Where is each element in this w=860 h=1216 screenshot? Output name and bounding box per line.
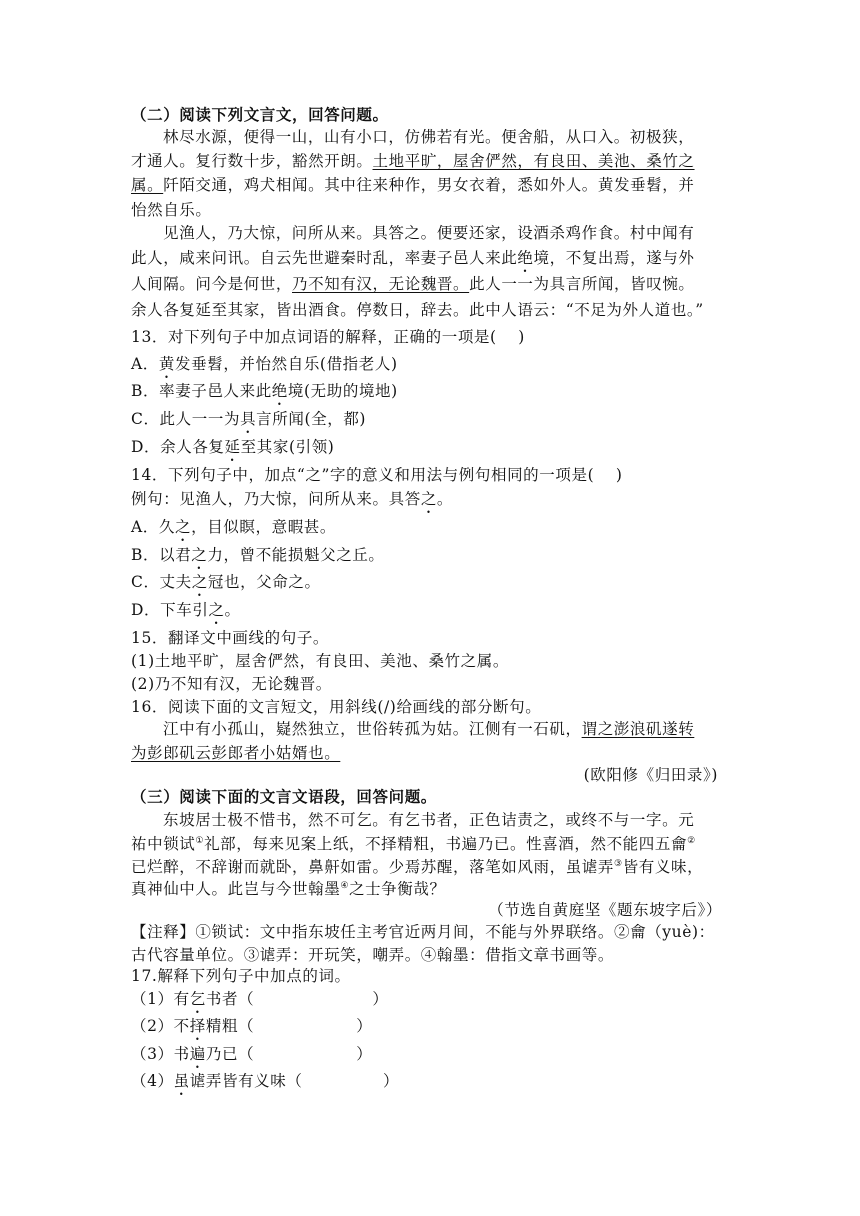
source-citation: (欧阳修《归田录》) bbox=[583, 766, 718, 784]
dotted-char: 延 bbox=[224, 438, 241, 456]
text: 祐中锁试 bbox=[131, 835, 196, 853]
text: 力，曾不能损魁父之丘。 bbox=[207, 546, 385, 564]
text: A．久 bbox=[131, 518, 175, 536]
text: 乃已（ ） bbox=[205, 1045, 373, 1063]
question-stem: 14．下列句子中，加点“之”字的意义和用法与例句相同的一项是( ) bbox=[131, 466, 623, 484]
text: 至其家(引领) bbox=[240, 438, 335, 456]
text: 境，不复出焉，遂与外 bbox=[533, 249, 695, 267]
footnote-mark: ③ bbox=[614, 859, 623, 869]
text: 皆有义味， bbox=[622, 858, 704, 876]
passage-line: 怡然自乐。 bbox=[131, 201, 212, 219]
text: 江中有小孤山，嶷然独立，世俗转孤为姑。江侧有一石矶， bbox=[163, 720, 582, 738]
text: 人间隔。问今是何世， bbox=[131, 275, 293, 293]
underlined-text: 乃不知有汉，无论魏晋。 bbox=[292, 275, 470, 293]
passage-line bbox=[131, 856, 703, 878]
question-stem: 13．对下列句子中加点词语的解释，正确的一项是( ) bbox=[131, 328, 525, 346]
dotted-char: 之 bbox=[191, 546, 208, 564]
fill-in-item-2 bbox=[131, 1015, 372, 1044]
passage-line bbox=[131, 878, 446, 900]
text: 书者（ ） bbox=[205, 990, 389, 1008]
dotted-char: 之 bbox=[175, 518, 192, 536]
text: A． bbox=[131, 355, 159, 373]
text: 。 bbox=[224, 601, 241, 619]
sentence-2: (2)乃不知有汉，无论魏晋。 bbox=[131, 675, 332, 693]
passage-line: 见渔人，乃大惊，问所从来。具答之。便要还家，设酒杀鸡作食。村中闻有 bbox=[163, 224, 695, 242]
text: ，目似瞑，意暇甚。 bbox=[191, 518, 337, 536]
passage-line bbox=[131, 273, 695, 295]
source-citation: （节选自黄庭坚《题东坡字后》） bbox=[488, 901, 722, 919]
text: 境(无助的境地) bbox=[287, 382, 398, 400]
text: （1）有 bbox=[131, 990, 190, 1008]
passage-line bbox=[131, 833, 696, 855]
text: 谑弄皆有义味（ ） bbox=[189, 1072, 400, 1090]
text: B．以君 bbox=[131, 546, 192, 564]
text: （2）不 bbox=[131, 1017, 190, 1035]
question-stem: 17.解释下列句子中加点的词。 bbox=[131, 967, 351, 985]
dotted-char: 之 bbox=[420, 490, 437, 508]
footnote-mark: ① bbox=[195, 836, 205, 846]
dotted-char: 绝 bbox=[517, 249, 534, 267]
underlined-text: 为彭郎矶云彭郎者小姑婿也。 bbox=[131, 744, 341, 762]
text: 例句：见渔人，乃大惊，问所从来。具答 bbox=[131, 490, 421, 508]
text: C．丈夫 bbox=[131, 573, 192, 591]
annotation-note: 【注释】①锁试：文中指东坡任主考官近两月间，不能与外界联络。②龠（yuè)： bbox=[131, 923, 715, 941]
text: D．下车引 bbox=[131, 601, 209, 619]
underlined-text: 属。 bbox=[131, 176, 164, 194]
underlined-text: 谓之澎浪矶遂转 bbox=[581, 720, 695, 738]
text: 礼部，每来见案上纸，不择精粗，书遍乃已。性喜酒，然不能四五龠 bbox=[204, 835, 688, 853]
text: 此人，咸来问讯。自云先世避秦时乱，率妻子邑人来此 bbox=[131, 249, 518, 267]
dotted-char: 虽 bbox=[173, 1072, 190, 1090]
passage-line: 余人各复延至其家，皆出酒食。停数日，辞去。此中人语云：“不足为外人道也。” bbox=[131, 301, 704, 319]
underlined-text: 土地平旷，屋舍俨然，有良田、美池、桑竹之 bbox=[372, 152, 695, 170]
text: 精粗（ ） bbox=[205, 1017, 373, 1035]
sentence-1: (1)土地平旷，屋舍俨然，有良田、美池、桑竹之属。 bbox=[131, 652, 509, 670]
dotted-char: 遍 bbox=[189, 1045, 206, 1063]
dotted-char: 之 bbox=[191, 573, 208, 591]
passage-line bbox=[131, 742, 340, 764]
section-heading: （三）阅读下面的文言文语段，回答问题。 bbox=[131, 787, 437, 806]
passage-line bbox=[131, 247, 695, 276]
fill-in-item-4 bbox=[131, 1070, 399, 1099]
passage-line bbox=[131, 150, 695, 172]
option-a bbox=[131, 516, 336, 545]
passage-line: 林尽水源，便得一山，山有小口，仿佛若有光。便舍船，从口入。初极狭， bbox=[163, 128, 695, 146]
dotted-char: 绝 bbox=[271, 382, 288, 400]
dotted-char: 择 bbox=[189, 1017, 206, 1035]
dotted-char: 具 bbox=[240, 410, 257, 428]
text: （4） bbox=[131, 1072, 174, 1090]
option-a bbox=[131, 353, 398, 382]
section-heading: （二）阅读下列文言文，回答问题。 bbox=[131, 105, 389, 124]
footnote-mark: ② bbox=[687, 836, 696, 846]
text: B．率妻子邑人来此 bbox=[131, 382, 272, 400]
text: 才通人。复行数十步，豁然开朗。 bbox=[131, 152, 373, 170]
question-stem: 15．翻译文中画线的句子。 bbox=[131, 629, 330, 647]
text: 之士争衡哉？ bbox=[348, 880, 446, 898]
text: 。 bbox=[436, 490, 454, 508]
text: D．余人各复 bbox=[131, 438, 225, 456]
text: （3）书 bbox=[131, 1045, 190, 1063]
text: 发垂髫，并怡然自乐(借指老人) bbox=[175, 355, 398, 373]
text: 已烂醉，不辞谢而就卧，鼻鼾如雷。少焉苏醒，落笔如风雨，虽谑弄 bbox=[131, 858, 615, 876]
option-b bbox=[131, 380, 398, 409]
option-b bbox=[131, 544, 385, 573]
passage-line: 东坡居士极不惜书，然不可乞。有乞书者，正色诘责之，或终不与一字。元 bbox=[163, 811, 695, 829]
dotted-char: 乞 bbox=[189, 990, 206, 1008]
option-c bbox=[131, 571, 321, 600]
example-sentence bbox=[131, 488, 453, 517]
text: 冠也，父命之。 bbox=[207, 573, 321, 591]
text: 真神仙中人。此岂与今世翰墨 bbox=[131, 880, 341, 898]
text: 阡陌交通，鸡犬相闻。其中往来种作，男女衣着，悉如外人。黄发垂髫，并 bbox=[163, 176, 695, 194]
text: C．此人一一为 bbox=[131, 410, 241, 428]
text: 此人一一为具言所闻，皆叹惋。 bbox=[469, 275, 695, 293]
text: 言所闻(全，都) bbox=[256, 410, 367, 428]
fill-in-item-3 bbox=[131, 1043, 372, 1072]
annotation-note: 古代容量单位。③谑弄：开玩笑，嘲弄。④翰墨：借指文章书画等。 bbox=[131, 946, 615, 964]
passage-line bbox=[131, 174, 695, 196]
dotted-char: 黄 bbox=[158, 355, 176, 373]
dotted-char: 之 bbox=[208, 601, 225, 619]
question-stem: 16．阅读下面的文言短文，用斜线(/)给画线的部分断句。 bbox=[131, 698, 542, 716]
option-d bbox=[131, 436, 334, 465]
option-d bbox=[131, 599, 241, 628]
fill-in-item-1 bbox=[131, 988, 389, 1017]
passage-line bbox=[163, 718, 694, 740]
option-c bbox=[131, 408, 366, 437]
footnote-mark: ④ bbox=[340, 881, 349, 891]
